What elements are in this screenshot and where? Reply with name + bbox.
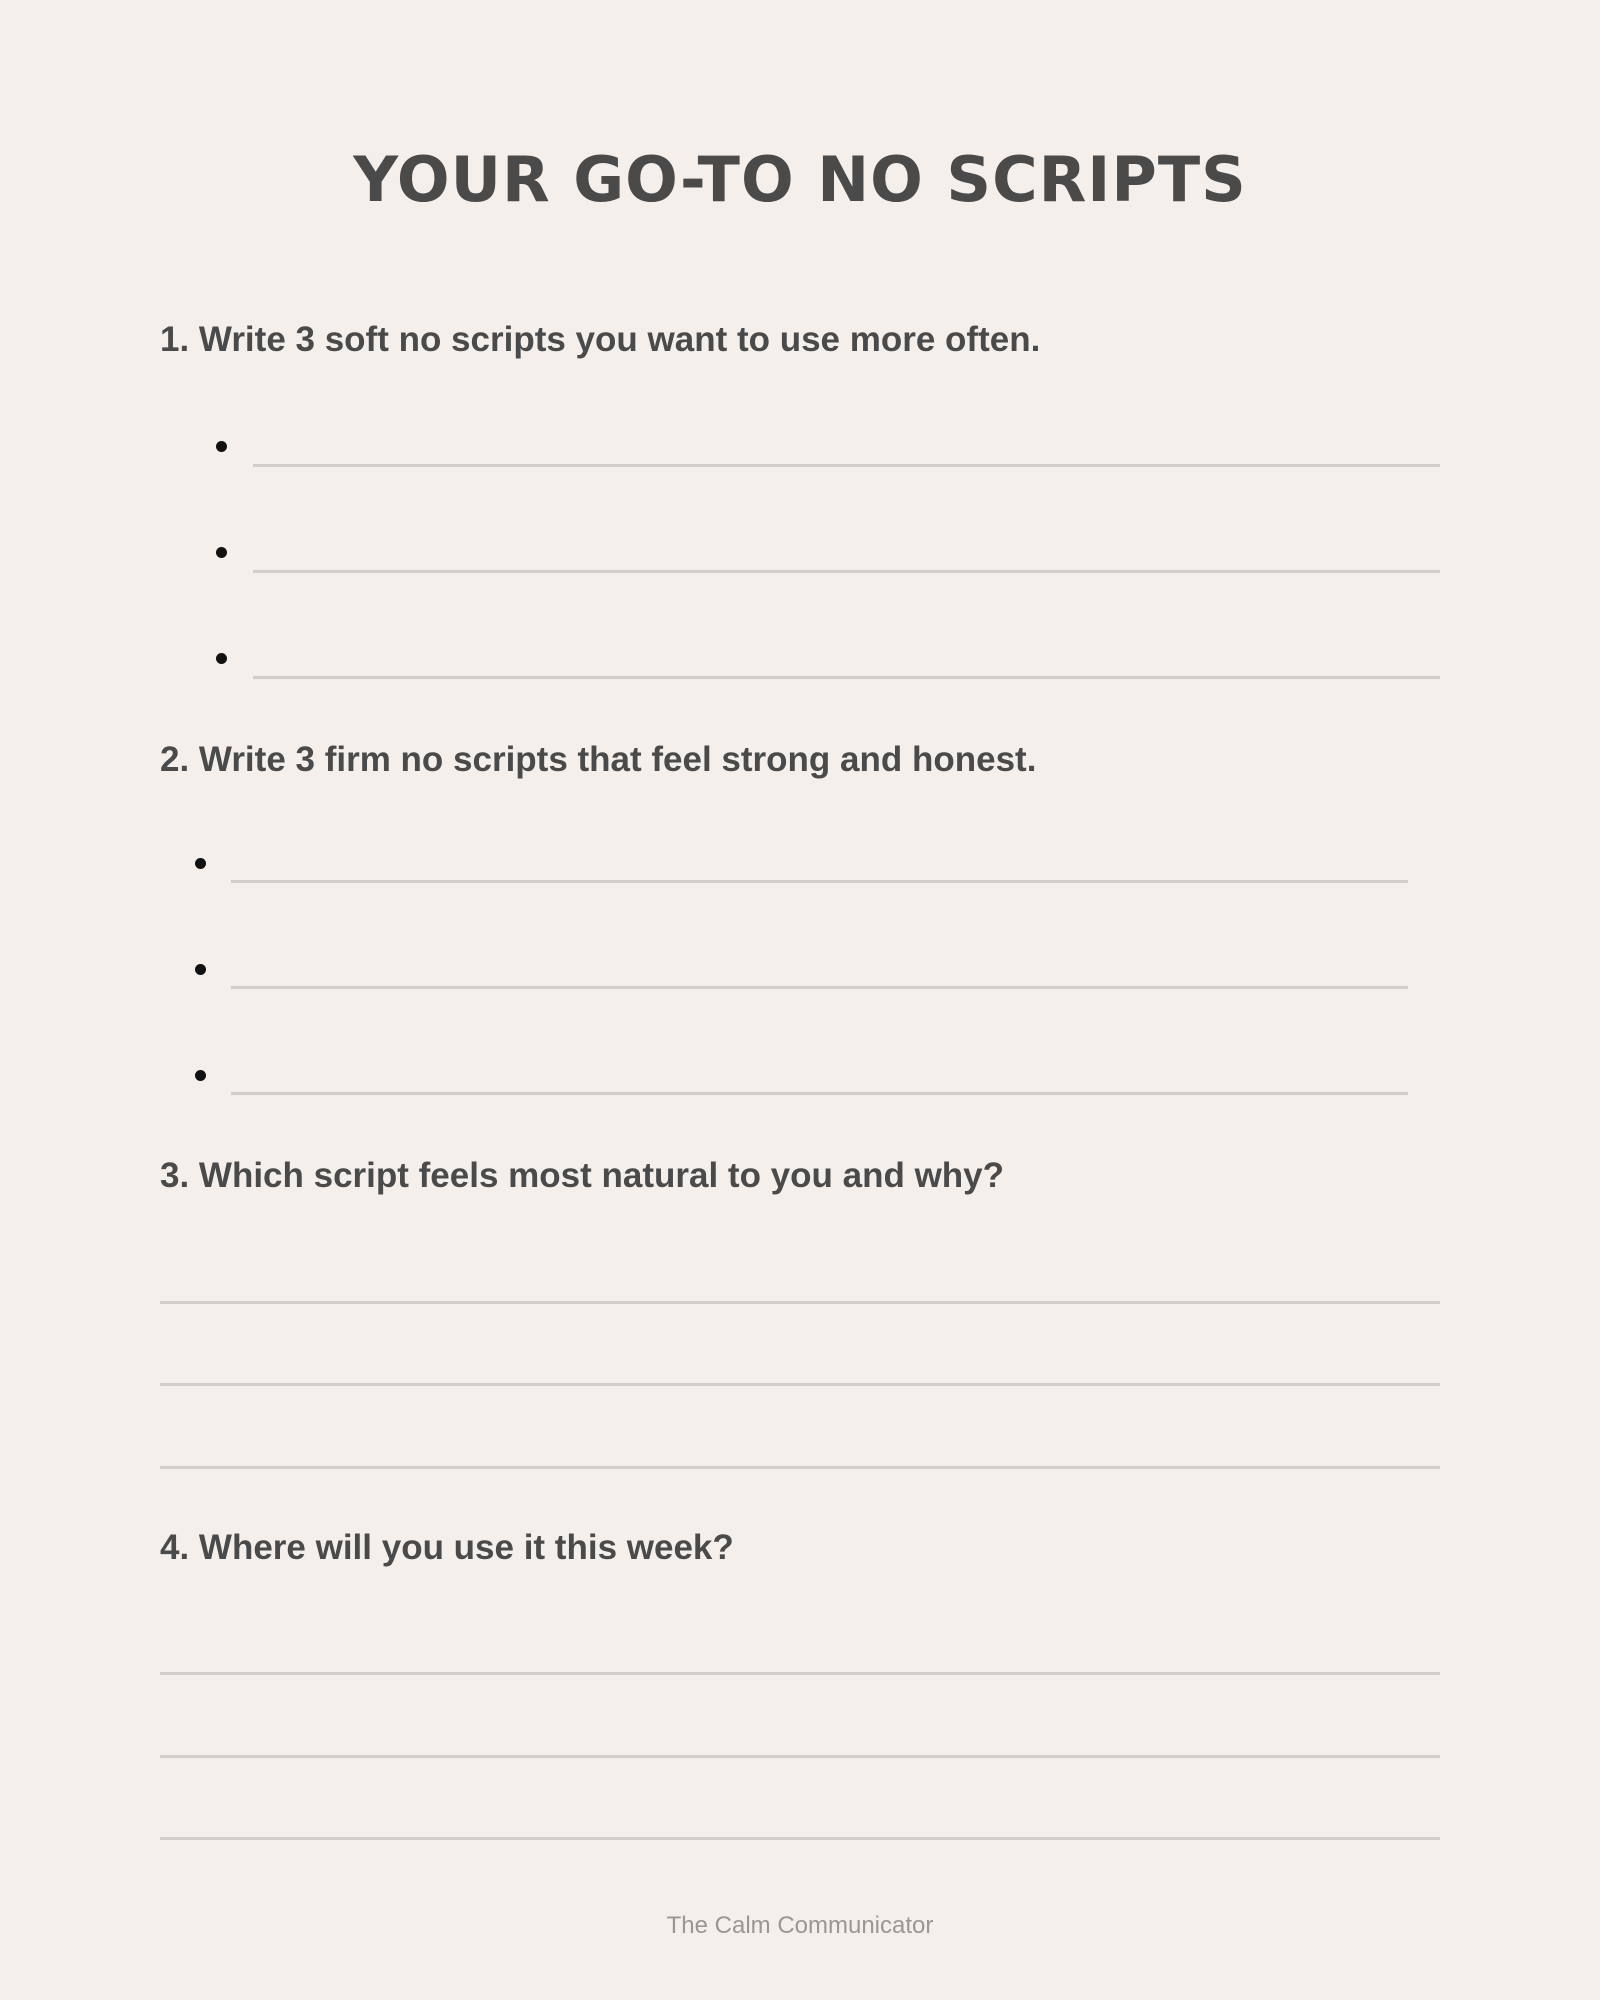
answer-line[interactable] <box>253 570 1440 573</box>
bullet-point <box>216 653 227 664</box>
question-1: 1. Write 3 soft no scripts you want to use more often. <box>160 320 1041 359</box>
answer-line[interactable] <box>231 880 1408 883</box>
bullet-point <box>195 1070 206 1081</box>
question-3: 3. Which script feels most natural to you and why? <box>160 1156 1005 1195</box>
page-title: YOUR GO-TO NO SCRIPTS <box>353 143 1247 216</box>
answer-line[interactable] <box>160 1672 1440 1675</box>
bullet-point <box>195 964 206 975</box>
answer-line[interactable] <box>160 1383 1440 1386</box>
question-4: 4. Where will you use it this week? <box>160 1528 734 1567</box>
answer-line[interactable] <box>231 1092 1408 1095</box>
answer-line[interactable] <box>253 676 1440 679</box>
answer-line[interactable] <box>160 1466 1440 1469</box>
bullet-point <box>195 858 206 869</box>
footer-brand: The Calm Communicator <box>666 1912 934 1939</box>
answer-line[interactable] <box>231 986 1408 989</box>
bullet-point <box>216 547 227 558</box>
answer-line[interactable] <box>160 1301 1440 1304</box>
answer-line[interactable] <box>160 1755 1440 1758</box>
answer-line[interactable] <box>160 1837 1440 1840</box>
question-2: 2. Write 3 firm no scripts that feel strong and honest. <box>160 740 1037 779</box>
answer-line[interactable] <box>253 464 1440 467</box>
bullet-point <box>216 441 227 452</box>
